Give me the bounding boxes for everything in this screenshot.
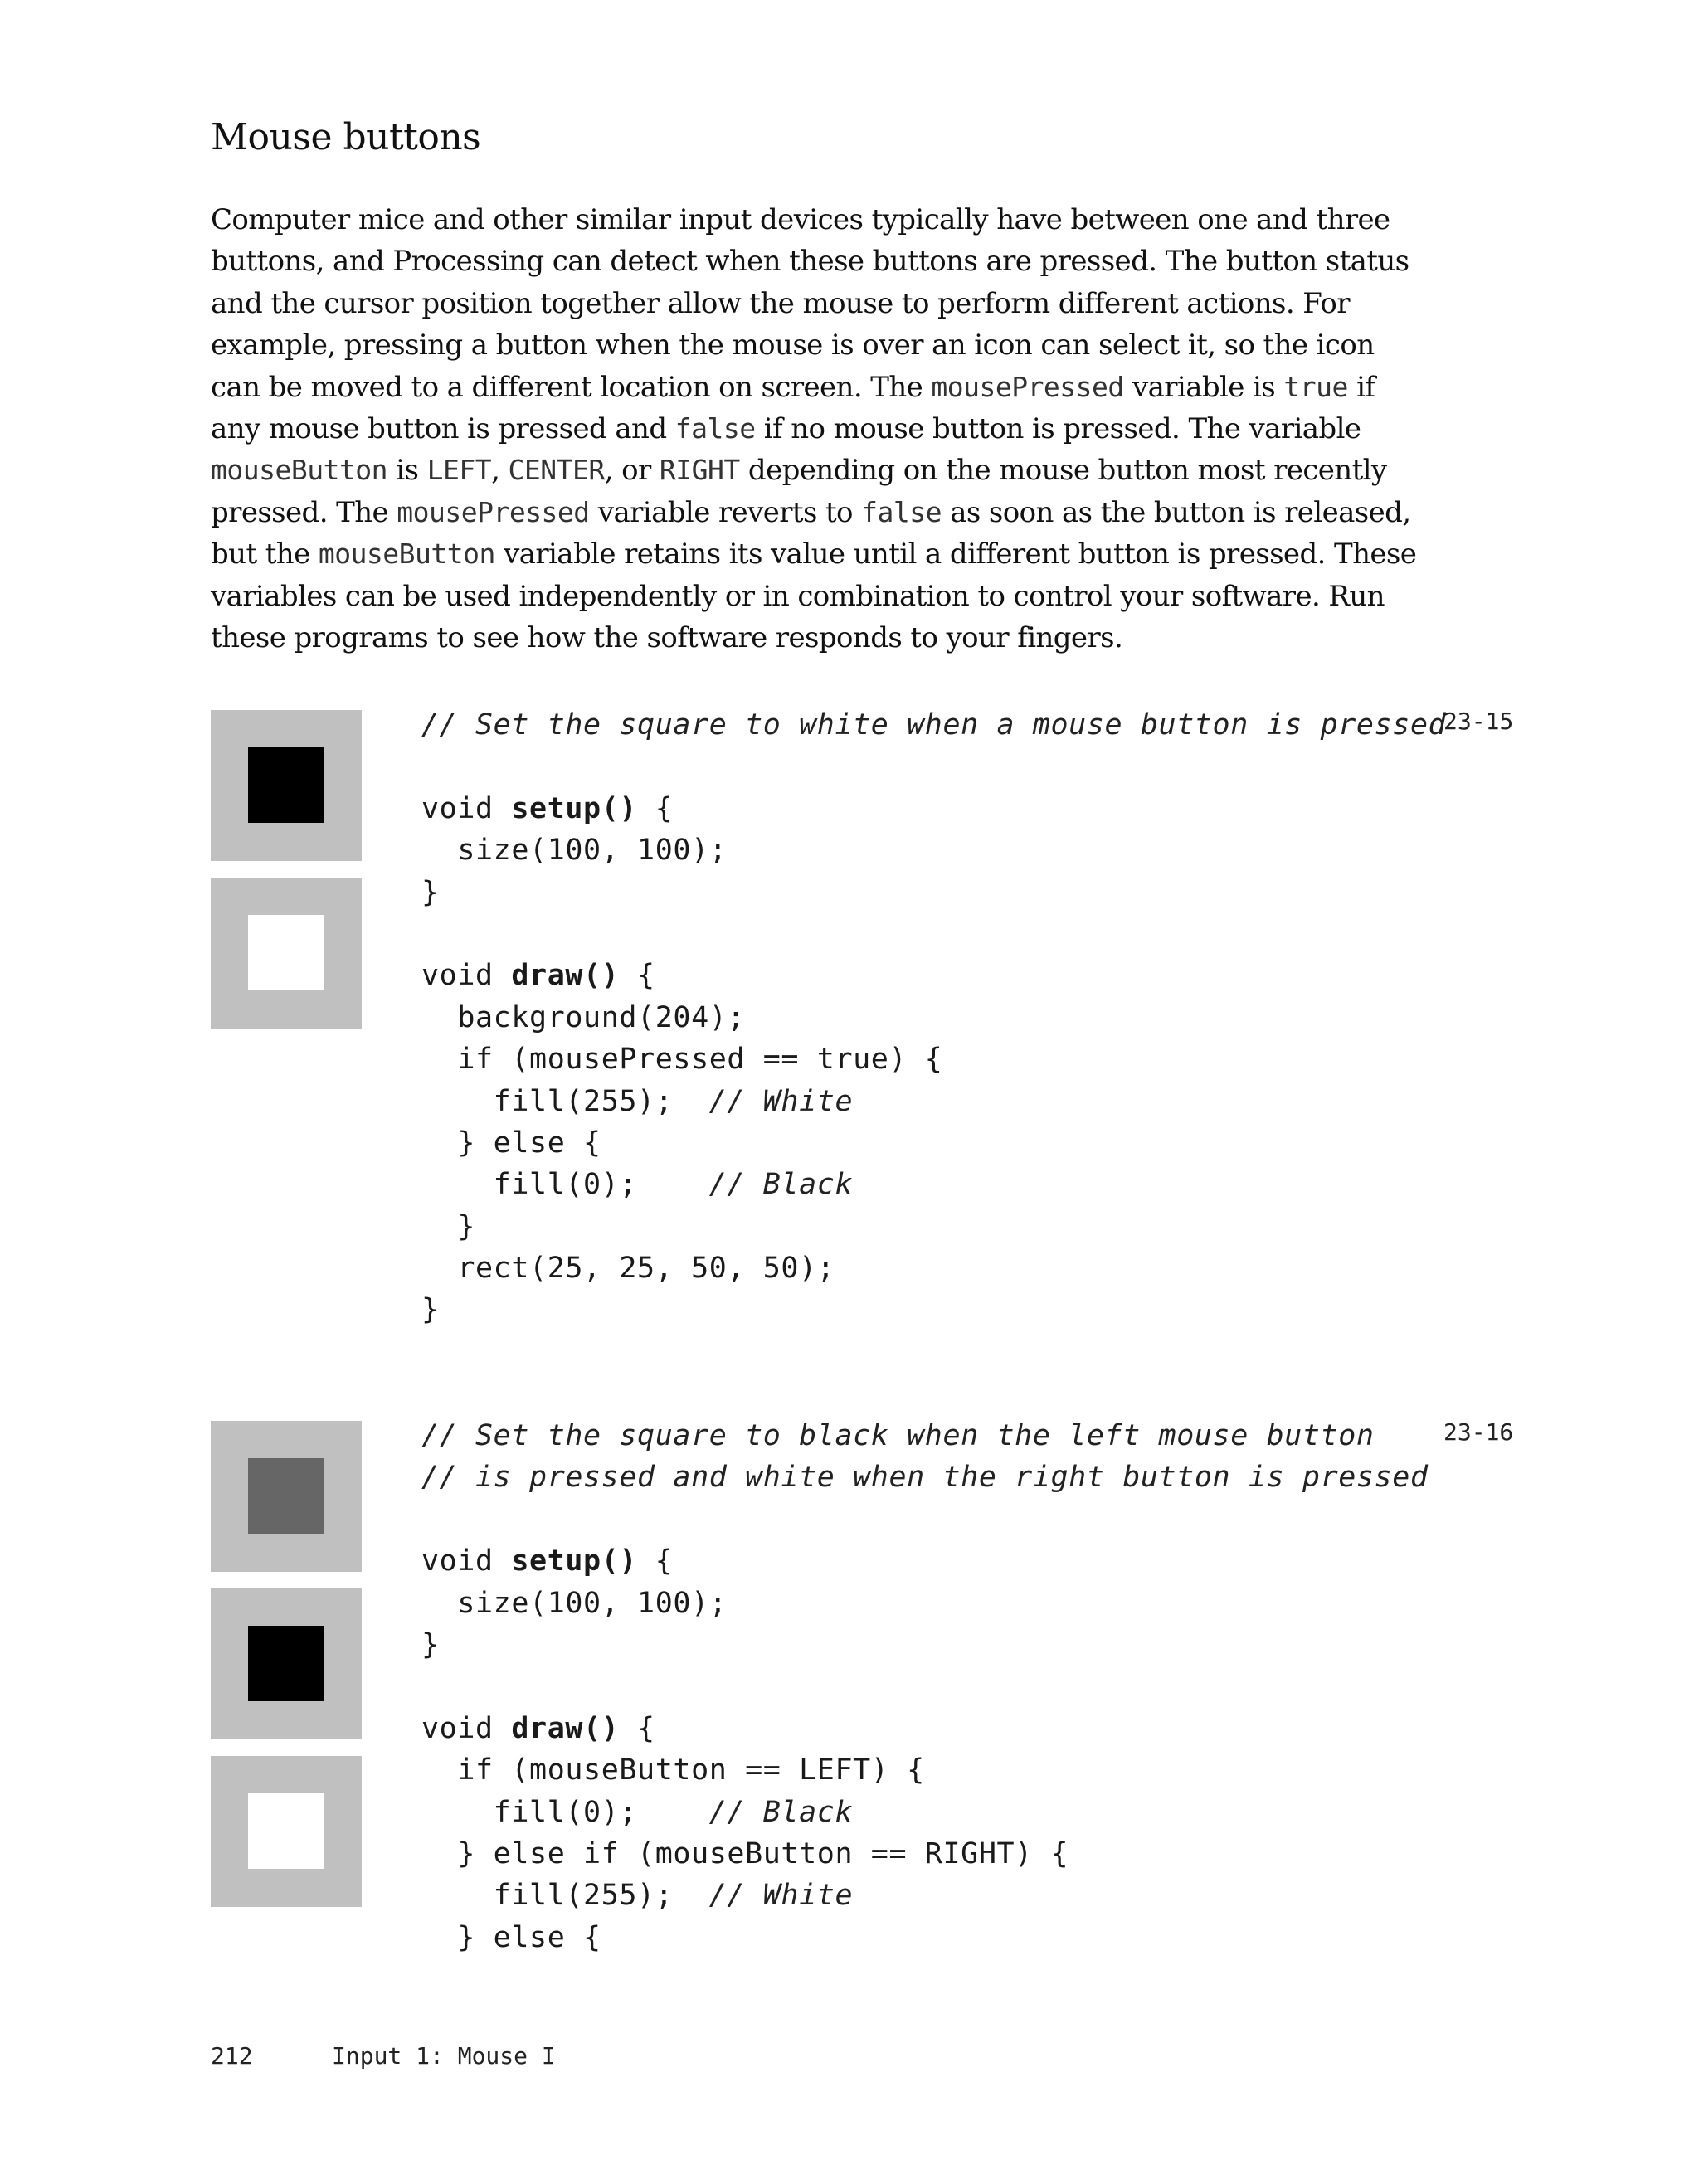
code-line <box>421 1875 1429 1916</box>
code-token: setup() <box>511 791 638 825</box>
paragraph-text: as soon as the button is released, but the <box>211 495 1411 572</box>
code-token: { <box>637 1544 674 1578</box>
code-token: size(100, 100); <box>421 834 728 868</box>
code-line <box>421 1122 1446 1164</box>
code-line <box>421 1289 1446 1330</box>
paragraph-text: if no mouse button is pressed. The variable <box>755 412 1361 446</box>
code-token: } else { <box>421 1126 601 1160</box>
paragraph-text: variable is <box>1123 370 1284 404</box>
paragraph-text: is <box>387 454 427 488</box>
paragraph-text: , <box>491 454 509 488</box>
code-line <box>421 1624 1429 1666</box>
example-1-thumbnail-1 <box>211 710 362 861</box>
code-line <box>421 1415 1429 1457</box>
code-token: } <box>421 875 440 909</box>
code-token: fill(255); <box>421 1084 709 1118</box>
example-2-thumbnail-2 <box>211 1588 362 1739</box>
paragraph-text: variable reverts to <box>589 495 862 529</box>
code-token: } else { <box>421 1920 601 1954</box>
code-line <box>421 1749 1429 1791</box>
example-1-code <box>421 704 1446 1331</box>
inline-code: CENTER <box>508 454 605 487</box>
paragraph-text: variable retains its value until a different button is pressed. These variables can be used independently or in combination to control your software. Run these programs to see how the software responds to your fingers. <box>211 537 1417 655</box>
code-line <box>421 955 1446 996</box>
example-2-thumbnail-1-square <box>248 1458 324 1534</box>
code-line <box>421 1917 1429 1958</box>
example-2-thumbnail-3-square <box>248 1793 324 1869</box>
code-token: } <box>421 1293 440 1327</box>
code-line <box>421 997 1446 1038</box>
inline-code: mousePressed <box>931 370 1124 403</box>
code-line <box>421 1457 1429 1498</box>
code-token: void <box>421 791 512 825</box>
code-token: fill(0); <box>421 1795 709 1829</box>
paragraph-text: if any mouse button is pressed and <box>211 370 1375 446</box>
code-token: { <box>619 959 655 993</box>
code-line <box>421 1206 1446 1248</box>
code-line <box>421 1792 1429 1833</box>
example-1-number: 23-15 <box>1443 708 1514 735</box>
inline-code: true <box>1283 370 1348 403</box>
inline-code: mouseButton <box>211 454 388 487</box>
code-token: if (mouseButton == LEFT) { <box>421 1754 925 1788</box>
code-token: rect(25, 25, 50, 50); <box>421 1252 835 1286</box>
page-number: 212 <box>211 2042 253 2070</box>
code-comment: // Black <box>708 1795 854 1829</box>
code-line <box>421 1164 1446 1205</box>
code-line <box>421 1081 1446 1122</box>
code-line <box>421 1038 1446 1080</box>
code-token: void <box>421 959 512 993</box>
example-2-thumbnail-3 <box>211 1756 362 1907</box>
code-line <box>421 913 1446 955</box>
code-token: background(204); <box>421 1000 746 1034</box>
inline-code: mousePressed <box>397 495 590 528</box>
code-token: setup() <box>511 1544 638 1578</box>
code-token: fill(255); <box>421 1879 709 1913</box>
code-token: { <box>637 791 674 825</box>
code-comment: // White <box>708 1084 854 1118</box>
footer-section-title: Input 1: Mouse I <box>332 2042 556 2070</box>
example-2-number: 23-16 <box>1443 1418 1514 1446</box>
code-comment: // is pressed and white when the right button is pressed <box>421 1461 1429 1495</box>
code-token: } <box>421 1209 476 1243</box>
code-comment: // White <box>708 1879 854 1913</box>
code-comment: // Set the square to black when the left mouse button <box>421 1419 1375 1452</box>
code-line <box>421 704 1446 746</box>
code-comment: // Black <box>708 1168 854 1202</box>
paragraph-text: Computer mice and other similar input devices typically have between one and three buttons, and Processing can detect when these buttons are pressed. The button status and the cursor position together allow the mouse to perform different actions. For example, pressing a button when the mouse is over an icon can select it, so the icon can be moved to a different location on screen. The <box>211 203 1409 404</box>
inline-code: mouseButton <box>318 537 495 571</box>
paragraph-text: depending on the mouse button most recently pressed. The <box>211 454 1387 529</box>
code-line <box>421 788 1446 829</box>
code-line <box>421 1708 1429 1749</box>
example-2-code <box>421 1415 1429 1958</box>
code-line <box>421 1583 1429 1624</box>
code-comment: // Set the square to white when a mouse button is pressed <box>421 708 1447 742</box>
body-paragraph <box>211 199 1422 659</box>
page-title: Mouse buttons <box>211 116 481 158</box>
code-token: fill(0); <box>421 1168 709 1202</box>
code-line <box>421 1248 1446 1289</box>
inline-code: false <box>861 495 942 528</box>
code-token: draw() <box>511 1711 620 1745</box>
example-1-thumbnail-1-square <box>248 747 324 823</box>
code-token: } else if (mouseButton == RIGHT) { <box>421 1836 1069 1870</box>
code-token: draw() <box>511 959 620 993</box>
code-token: size(100, 100); <box>421 1586 728 1620</box>
code-token: } <box>421 1627 440 1661</box>
code-token: void <box>421 1711 512 1745</box>
inline-code: RIGHT <box>659 454 740 487</box>
code-line <box>421 1666 1429 1707</box>
code-line <box>421 872 1446 913</box>
example-2-thumbnail-2-square <box>248 1626 324 1701</box>
paragraph-text: , or <box>604 454 660 488</box>
example-1-thumbnail-2-square <box>248 915 324 990</box>
code-token: { <box>619 1711 655 1745</box>
code-line <box>421 1540 1429 1582</box>
code-line <box>421 829 1446 871</box>
code-token: void <box>421 1544 512 1578</box>
code-line <box>421 746 1446 787</box>
code-token: if (mousePressed == true) { <box>421 1043 943 1077</box>
code-line <box>421 1499 1429 1540</box>
inline-code: false <box>674 412 756 445</box>
example-1-thumbnail-2 <box>211 878 362 1029</box>
inline-code: LEFT <box>426 454 492 487</box>
code-line <box>421 1833 1429 1875</box>
example-2-thumbnail-1 <box>211 1421 362 1572</box>
